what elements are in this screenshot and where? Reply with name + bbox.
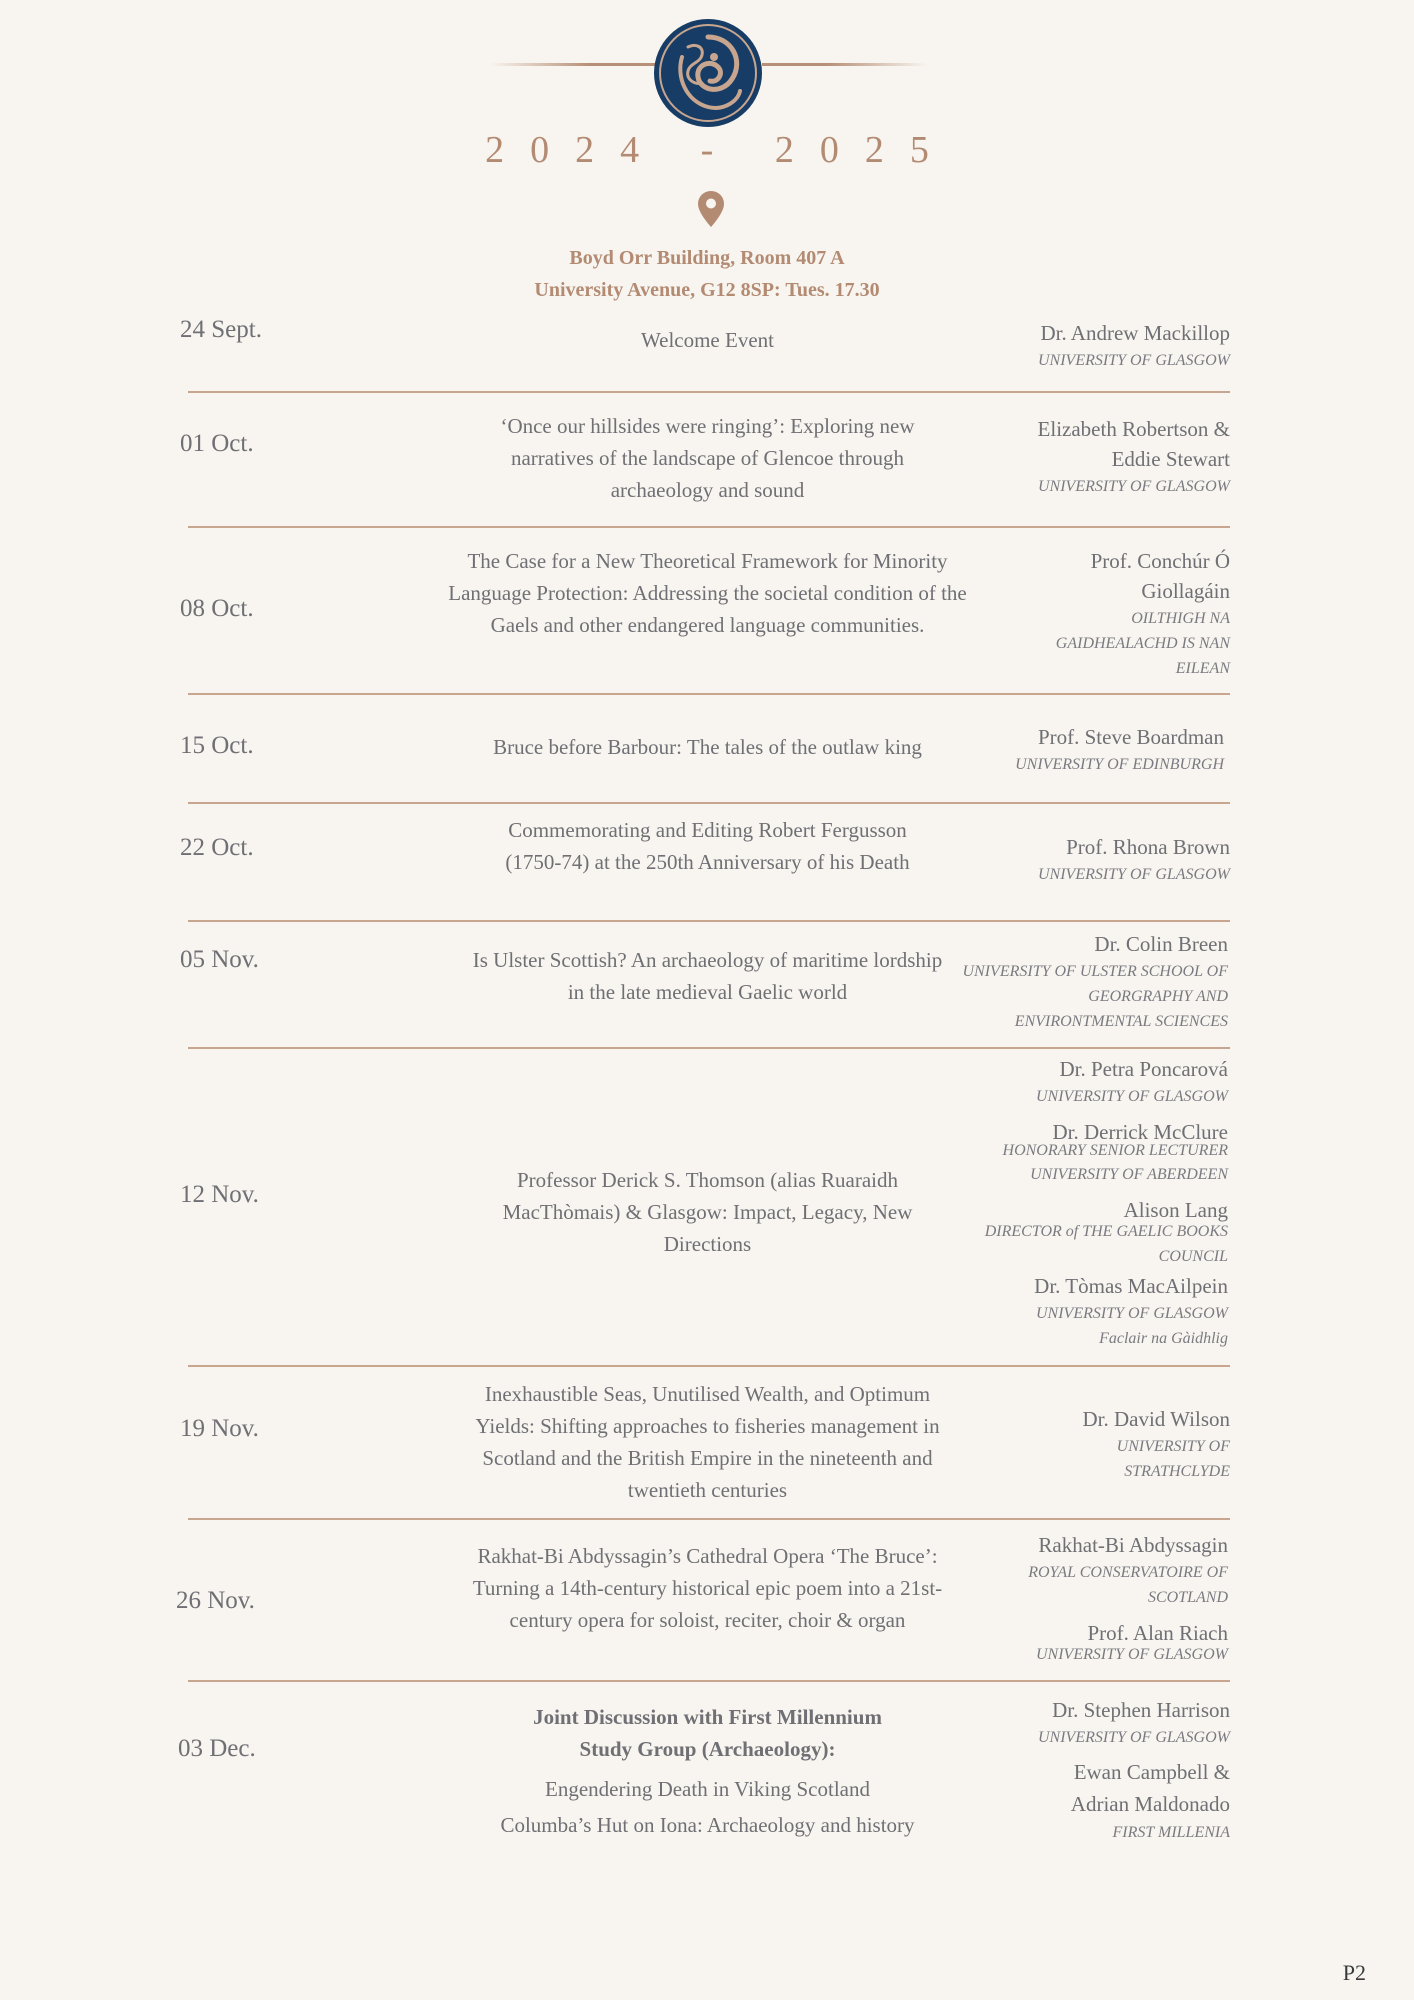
speaker-name: Alison Lang [1123, 1198, 1228, 1222]
event-date: 24 Sept. [180, 316, 262, 343]
event-date: 01 Oct. [180, 430, 254, 457]
event-speakers [978, 1530, 1228, 1667]
event-speakers [1030, 1404, 1230, 1484]
speaker-affiliation: UNIVERSITY OF GLASGOW [1038, 1729, 1230, 1746]
speaker-affiliation: FIRST MILLENIA [1112, 1824, 1230, 1841]
speaker-affiliation: UNIVERSITY OF GLASGOW [1038, 352, 1230, 369]
speaker-name: Prof. Rhona Brown [1066, 835, 1230, 859]
speaker-affiliation: HONORARY SENIOR LECTURER UNIVERSITY OF ABERDEEN [1002, 1142, 1228, 1183]
event-title: Inexhaustible Seas, Unutilised Wealth, and Optimum Yields: Shifting approaches to fisheries management in Scotland and the British Empire in the nineteenth and twentieth centuries [475, 1382, 940, 1502]
speaker-affiliation: DIRECTOR of THE GAELIC BOOKS COUNCIL [984, 1223, 1228, 1265]
speaker-name: Dr. Colin Breen [1094, 932, 1228, 956]
celtic-knot-emblem-icon [652, 17, 764, 129]
speaker-name: Prof. Conchúr Ó Giollagáin [1090, 549, 1230, 603]
map-pin-icon [697, 190, 725, 228]
venue [0, 242, 1414, 306]
event-speakers [930, 832, 1230, 887]
event-date: 12 Nov. [180, 1181, 259, 1208]
event-date: 08 Oct. [180, 595, 254, 622]
page-number: P2 [1342, 1960, 1366, 1985]
event-title: Is Ulster Scottish? An archaeology of maritime lordship in the late medieval Gaelic world [472, 948, 943, 1004]
event-speakers [924, 722, 1224, 777]
speaker-name: Dr. Petra Poncarová [1059, 1057, 1228, 1081]
event-title-block [470, 1701, 945, 1841]
season-year: 2024 - 2025 [485, 129, 955, 171]
speaker-name: Dr. Andrew Mackillop [1040, 321, 1230, 345]
event-date: 03 Dec. [178, 1735, 256, 1762]
event-title: ‘Once our hillsides were ringing’: Exploring new narratives of the landscape of Glencoe through archaeology and sound [500, 414, 915, 502]
speaker-name: Dr. Stephen Harrison [1052, 1698, 1230, 1722]
speaker-affiliation-note: Faclair na Gàidhlig [1099, 1330, 1228, 1347]
row-divider [188, 1365, 1230, 1367]
speaker-name: Prof. Alan Riach [1087, 1621, 1228, 1645]
speaker-name: Dr. Derrick McClure [1052, 1120, 1228, 1144]
event-title: Rakhat-Bi Abdyssagin’s Cathedral Opera ‘The Bruce’: Turning a 14th-century historical epic poem into a 21st-century opera for soloist, reciter, choir & organ [472, 1544, 943, 1632]
row-divider [188, 526, 1230, 528]
event-title: The Case for a New Theoretical Framework for Minority Language Protection: Addressing the societal condition of the Gaels and other endangered language communities. [448, 549, 967, 637]
emblem-rule-right [762, 63, 927, 66]
speaker-affiliation: ROYAL CONSERVATOIRE OF SCOTLAND [1028, 1564, 1228, 1606]
speaker-affiliation: OILTHIGH NA GAIDHEALACHD IS NAN EILEAN [1055, 610, 1230, 677]
event-title-heading: Joint Discussion with First Millennium Study Group (Archaeology): [533, 1705, 882, 1761]
speaker-affiliation: UNIVERSITY OF GLASGOW [1036, 1305, 1228, 1322]
event-speakers [1000, 414, 1230, 499]
event-date: 19 Nov. [180, 1415, 259, 1442]
event-date: 15 Oct. [180, 732, 254, 759]
row-divider [188, 920, 1230, 922]
speaker-affiliation: UNIVERSITY OF STRATHCLYDE [1116, 1438, 1230, 1480]
event-title-line: Columba’s Hut on Iona: Archaeology and history [500, 1813, 915, 1837]
event-title-line: Engendering Death in Viking Scotland [545, 1777, 870, 1801]
speaker-name: Rakhat-Bi Abdyssagin [1038, 1533, 1228, 1557]
speaker-affiliation: UNIVERSITY OF ULSTER SCHOOL OF GEORGRAPHY AND ENVIRONTMENTAL SCIENCES [962, 963, 1228, 1030]
event-title: Professor Derick S. Thomson (alias Ruaraidh MacThòmais) & Glasgow: Impact, Legacy, New Directions [502, 1168, 913, 1256]
speaker-name: Ewan Campbell & Adrian Maldonado [1070, 1760, 1230, 1816]
page-header [0, 0, 1414, 310]
speaker-affiliation: UNIVERSITY OF EDINBURGH [1015, 756, 1224, 773]
event-speakers [948, 1054, 1228, 1351]
row-divider [188, 693, 1230, 695]
speaker-affiliation: UNIVERSITY OF GLASGOW [1036, 1646, 1228, 1663]
event-speakers [1030, 546, 1230, 681]
event-date: 05 Nov. [180, 946, 259, 973]
event-date: 26 Nov. [176, 1587, 255, 1614]
speaker-affiliation: UNIVERSITY OF GLASGOW [1036, 1088, 1228, 1105]
emblem-rule-left [490, 63, 655, 66]
speaker-name: Prof. Steve Boardman [1037, 725, 1224, 749]
event-date: 22 Oct. [180, 834, 254, 861]
row-divider [188, 1680, 1230, 1682]
row-divider [188, 802, 1230, 804]
speaker-name: Dr. David Wilson [1082, 1407, 1230, 1431]
venue-line-1: Boyd Orr Building, Room 407 A [569, 247, 845, 269]
row-divider [188, 391, 1230, 393]
event-speakers [948, 929, 1228, 1034]
row-divider [188, 1047, 1230, 1049]
venue-line-2: University Avenue, G12 8SP: Tues. 17.30 [534, 279, 880, 301]
speaker-affiliation: UNIVERSITY OF GLASGOW [1038, 478, 1230, 495]
event-title: Bruce before Barbour: The tales of the outlaw king [493, 735, 922, 759]
event-speakers [1030, 1695, 1230, 1845]
speaker-name: Dr. Tòmas MacAilpein [1034, 1274, 1228, 1298]
speaker-affiliation: UNIVERSITY OF GLASGOW [1038, 866, 1230, 883]
speaker-name: Elizabeth Robertson & Eddie Stewart [1037, 417, 1230, 471]
event-title: Commemorating and Editing Robert Fergusson (1750-74) at the 250th Anniversary of his Death [505, 818, 910, 874]
event-title: Welcome Event [640, 328, 774, 352]
row-divider [188, 1518, 1230, 1520]
event-speakers [930, 318, 1230, 373]
